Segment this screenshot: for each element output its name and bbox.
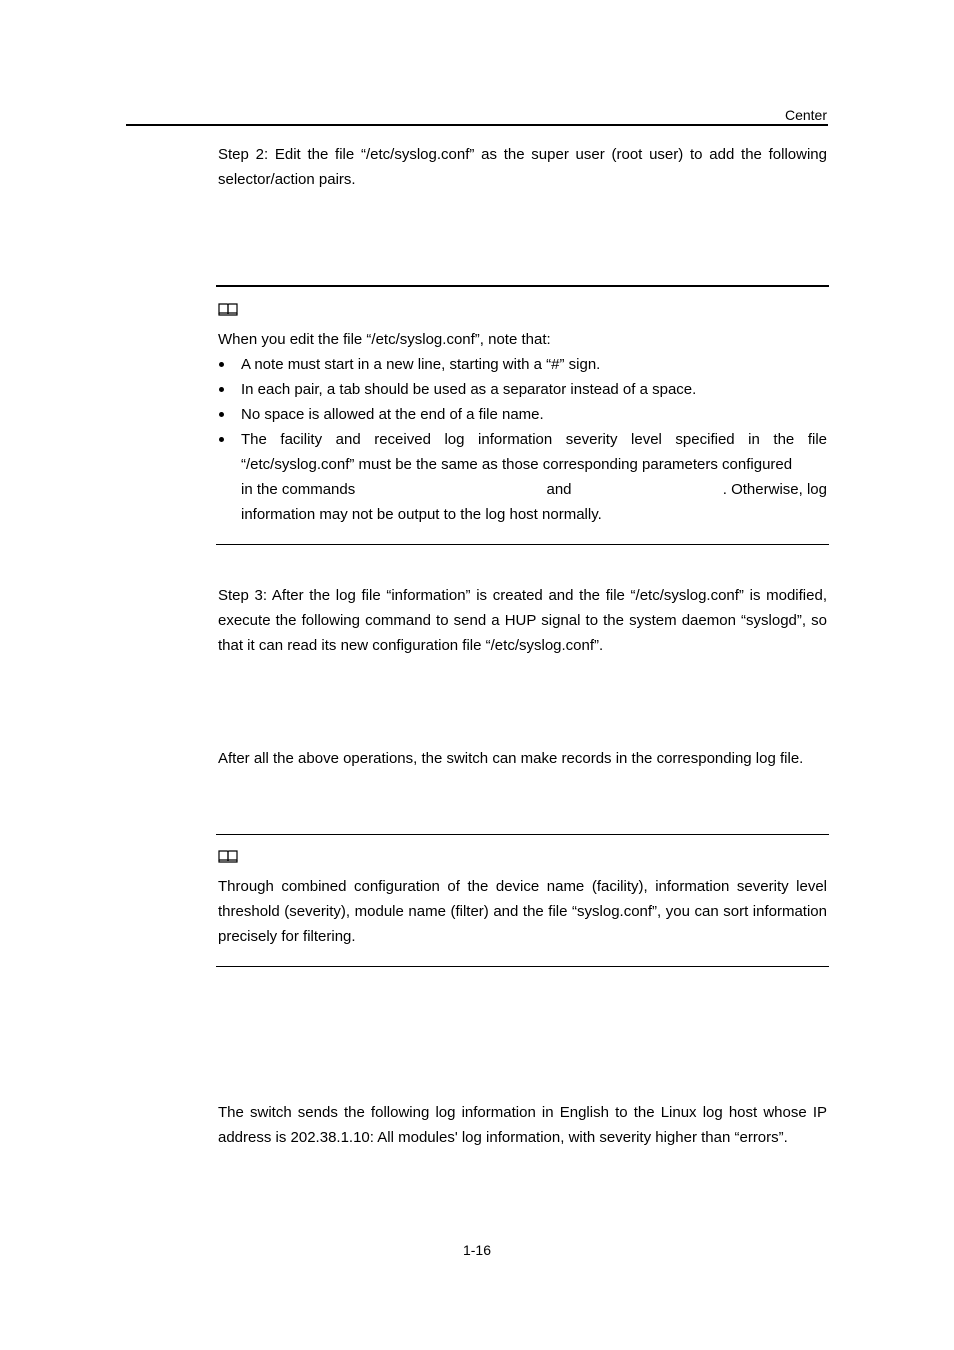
step2-paragraph: Step 2: Edit the file “/etc/syslog.conf” as the super user (root user) to add the following selector/action pairs.: [218, 146, 827, 188]
bullet4-line3-left: in the commands: [241, 481, 356, 498]
bullet-dot: [219, 387, 224, 392]
bullet4-line3-mid: and: [546, 481, 572, 498]
bullet4-text-a: The facility and received log information severity level specified in the file “/etc/syslog.conf” must be the same as those corresponding parameters configured: [241, 431, 827, 473]
header-rule: [126, 124, 828, 126]
note1-bullet-list: [218, 352, 827, 527]
note1-intro: When you edit the file “/etc/syslog.conf”, note that:: [218, 331, 551, 348]
list-item: In each pair, a tab should be used as a separator instead of a space.: [218, 377, 827, 402]
list-item: No space is allowed at the end of a file name.: [218, 402, 827, 427]
example-paragraph: The switch sends the following log information in English to the Linux log host whose IP address is 202.38.1.10: All modules' log information, with severity higher than “errors”.: [218, 1104, 827, 1146]
bullet-dot: [219, 362, 224, 367]
note1-top-rule: [216, 285, 829, 287]
bullet-dot: [219, 437, 224, 442]
page-number: 1-16: [462, 1242, 492, 1258]
note2-bottom-rule: [216, 966, 829, 967]
list-item: [218, 427, 827, 527]
note2-top-rule: [216, 834, 829, 835]
bullet4-line3-right: . Otherwise, log: [722, 481, 827, 498]
running-header: Center: [784, 107, 827, 123]
book-icon: [218, 302, 238, 316]
note2-text: Through combined configuration of the device name (facility), information severity level threshold (severity), module name (filter) and the file “syslog.conf”, you can sort information precisely for filtering.: [218, 878, 827, 945]
bullet-dot: [219, 412, 224, 417]
list-item: A note must start in a new line, starting with a “#” sign.: [218, 352, 827, 377]
book-icon: [218, 849, 238, 863]
step3-paragraph: Step 3: After the log file “information” is created and the file “/etc/syslog.conf” is modified, execute the following command to send a HUP signal to the system daemon “syslogd”, so that it can read its new configuration file “/etc/syslog.conf”.: [218, 587, 827, 654]
note1-bottom-rule: [216, 544, 829, 545]
after-operations-paragraph: After all the above operations, the switch can make records in the corresponding log file.: [218, 750, 804, 767]
bullet4-text-b: information may not be output to the log host normally.: [241, 506, 602, 523]
bullet4-line3: [241, 477, 827, 502]
